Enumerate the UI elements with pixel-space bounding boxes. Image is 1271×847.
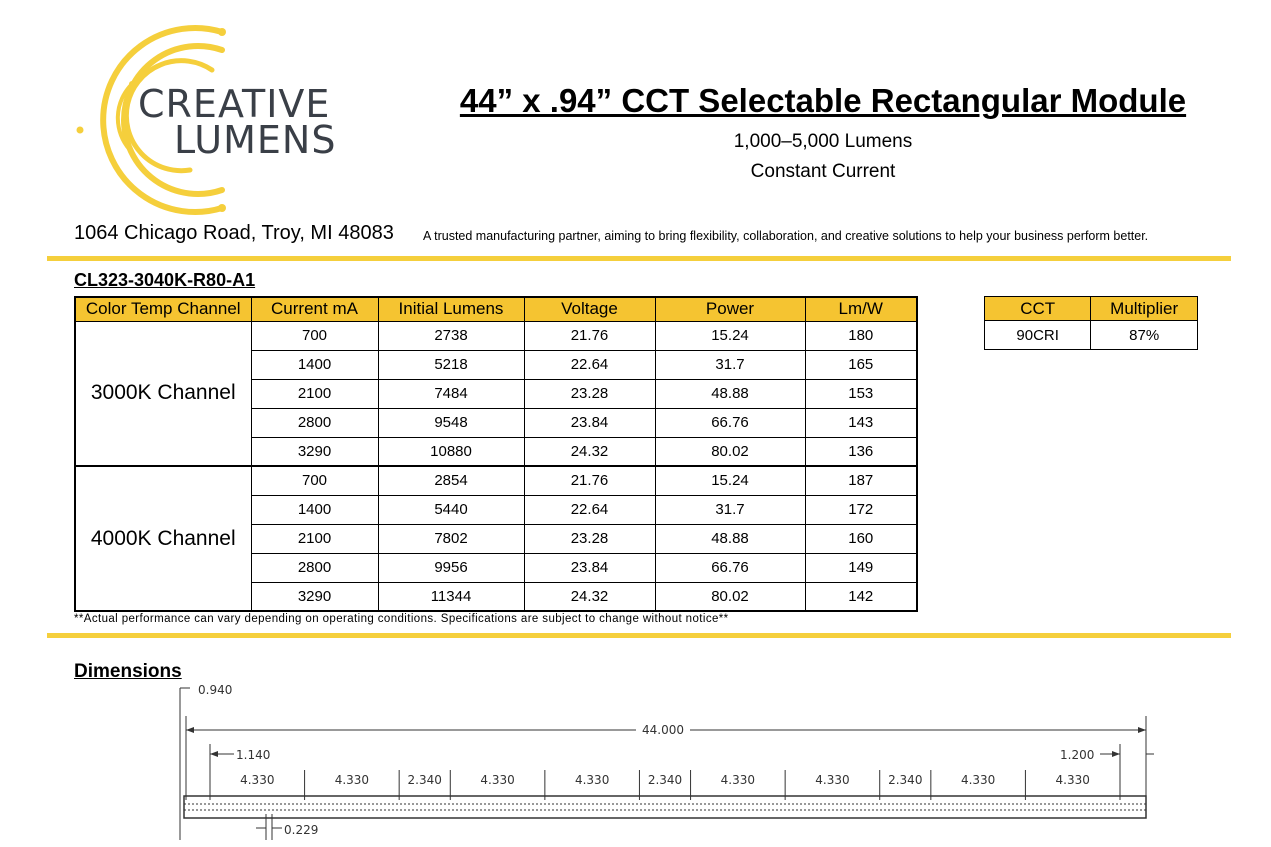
logo-line2: LUMENS bbox=[174, 118, 337, 162]
table-cell: 180 bbox=[805, 321, 917, 350]
table-cell: 24.32 bbox=[524, 582, 655, 611]
table-cell: 15.24 bbox=[655, 321, 805, 350]
col-header: Lm/W bbox=[805, 297, 917, 321]
table-cell: 80.02 bbox=[655, 582, 805, 611]
table-cell: 21.76 bbox=[524, 321, 655, 350]
table-cell: 23.28 bbox=[524, 524, 655, 553]
company-logo bbox=[72, 18, 372, 218]
table-cell: 22.64 bbox=[524, 495, 655, 524]
table-cell: 5218 bbox=[378, 350, 524, 379]
segment-label: 4.330 bbox=[240, 773, 275, 787]
gap-label: 0.229 bbox=[284, 823, 319, 837]
page-title: 44” x .94” CCT Selectable Rectangular Module bbox=[459, 82, 1187, 119]
table-cell: 23.28 bbox=[524, 379, 655, 408]
table-cell: 3290 bbox=[251, 437, 378, 466]
segment-label: 4.330 bbox=[574, 773, 610, 787]
table-cell: 21.76 bbox=[524, 466, 655, 495]
segment-label: 4.330 bbox=[1055, 773, 1090, 787]
divider-top bbox=[47, 256, 1231, 261]
segment-label: 4.330 bbox=[960, 773, 996, 787]
table-cell: 2800 bbox=[251, 408, 378, 437]
table-cell: 31.7 bbox=[655, 350, 805, 379]
col-header: Initial Lumens bbox=[378, 297, 524, 321]
col-header: Multiplier bbox=[1091, 297, 1198, 321]
cct-multiplier-table bbox=[984, 296, 1198, 350]
table-cell: 80.02 bbox=[655, 437, 805, 466]
part-number: CL323-3040K-R80-A1 bbox=[74, 270, 256, 290]
segment-label: 2.340 bbox=[407, 773, 442, 787]
segment-label: 4.330 bbox=[480, 773, 515, 787]
divider-bottom bbox=[47, 633, 1231, 638]
segment-label: 4.330 bbox=[815, 773, 850, 787]
disclaimer-note: **Actual performance can vary depending on operating conditions. Specifications are subject to change without notice** bbox=[74, 613, 729, 625]
table-cell: 2800 bbox=[251, 553, 378, 582]
col-header: Voltage bbox=[524, 297, 655, 321]
table-cell: 2854 bbox=[378, 466, 524, 495]
table-cell: 1400 bbox=[251, 350, 378, 379]
segment-label: 4.330 bbox=[334, 773, 370, 787]
col-header: Color Temp Channel bbox=[75, 297, 251, 321]
table-cell: 66.76 bbox=[655, 408, 805, 437]
table-cell: 2100 bbox=[251, 379, 378, 408]
table-cell: 142 bbox=[805, 582, 917, 611]
table-cell: 24.32 bbox=[524, 437, 655, 466]
channel-label: 4000K Channel bbox=[75, 466, 251, 611]
height-label: 0.940 bbox=[198, 683, 233, 697]
subtitle-lumens: 1,000–5,000 Lumens bbox=[733, 131, 913, 152]
table-cell: 23.84 bbox=[524, 553, 655, 582]
table-cell: 66.76 bbox=[655, 553, 805, 582]
logo-wordmark bbox=[138, 82, 337, 162]
table-cell: 31.7 bbox=[655, 495, 805, 524]
company-address: 1064 Chicago Road, Troy, MI 48083 bbox=[74, 222, 394, 244]
table-cell: 143 bbox=[805, 408, 917, 437]
table-cell: 5440 bbox=[378, 495, 524, 524]
table-cell: 48.88 bbox=[655, 524, 805, 553]
table-cell: 9956 bbox=[378, 553, 524, 582]
table-cell: 172 bbox=[805, 495, 917, 524]
table-cell: 2100 bbox=[251, 524, 378, 553]
segment-label: 4.330 bbox=[720, 773, 756, 787]
col-header: CCT bbox=[985, 297, 1091, 321]
table-cell: 2738 bbox=[378, 321, 524, 350]
table-cell: 15.24 bbox=[655, 466, 805, 495]
table-cell: 10880 bbox=[378, 437, 524, 466]
segment-label: 2.340 bbox=[888, 773, 923, 787]
table-cell: 90CRI bbox=[985, 321, 1091, 350]
table-cell: 23.84 bbox=[524, 408, 655, 437]
table-cell: 3290 bbox=[251, 582, 378, 611]
spec-table-header bbox=[75, 297, 917, 321]
table-cell: 1400 bbox=[251, 495, 378, 524]
table-cell: 22.64 bbox=[524, 350, 655, 379]
channel-label: 3000K Channel bbox=[75, 321, 251, 466]
table-cell: 7802 bbox=[378, 524, 524, 553]
table-cell: 87% bbox=[1091, 321, 1198, 350]
table-row bbox=[75, 321, 917, 350]
dimensions-title: Dimensions bbox=[74, 661, 182, 682]
table-row bbox=[985, 321, 1198, 350]
table-cell: 136 bbox=[805, 437, 917, 466]
table-cell: 160 bbox=[805, 524, 917, 553]
col-header: Current mA bbox=[251, 297, 378, 321]
subtitle-current: Constant Current bbox=[750, 161, 896, 182]
col-header: Power bbox=[655, 297, 805, 321]
table-row bbox=[75, 466, 917, 495]
table-cell: 7484 bbox=[378, 379, 524, 408]
segment-label: 2.340 bbox=[647, 773, 683, 787]
table-cell: 11344 bbox=[378, 582, 524, 611]
table-cell: 149 bbox=[805, 553, 917, 582]
length-label: 44.000 bbox=[642, 723, 684, 737]
table-cell: 700 bbox=[251, 466, 378, 495]
table-cell: 153 bbox=[805, 379, 917, 408]
company-tagline: A trusted manufacturing partner, aiming to bring flexibility, collaboration, and creative solutions to help your business perform better. bbox=[423, 229, 1149, 243]
spec-table bbox=[74, 296, 918, 612]
table-cell: 165 bbox=[805, 350, 917, 379]
table-cell: 9548 bbox=[378, 408, 524, 437]
logo-line1: CREATIVE bbox=[138, 82, 331, 126]
left-offset-label: 1.140 bbox=[236, 748, 271, 762]
table-cell: 700 bbox=[251, 321, 378, 350]
table-cell: 48.88 bbox=[655, 379, 805, 408]
dimension-drawing bbox=[160, 680, 1160, 847]
table-cell: 187 bbox=[805, 466, 917, 495]
right-offset-label: 1.200 bbox=[1060, 748, 1095, 762]
